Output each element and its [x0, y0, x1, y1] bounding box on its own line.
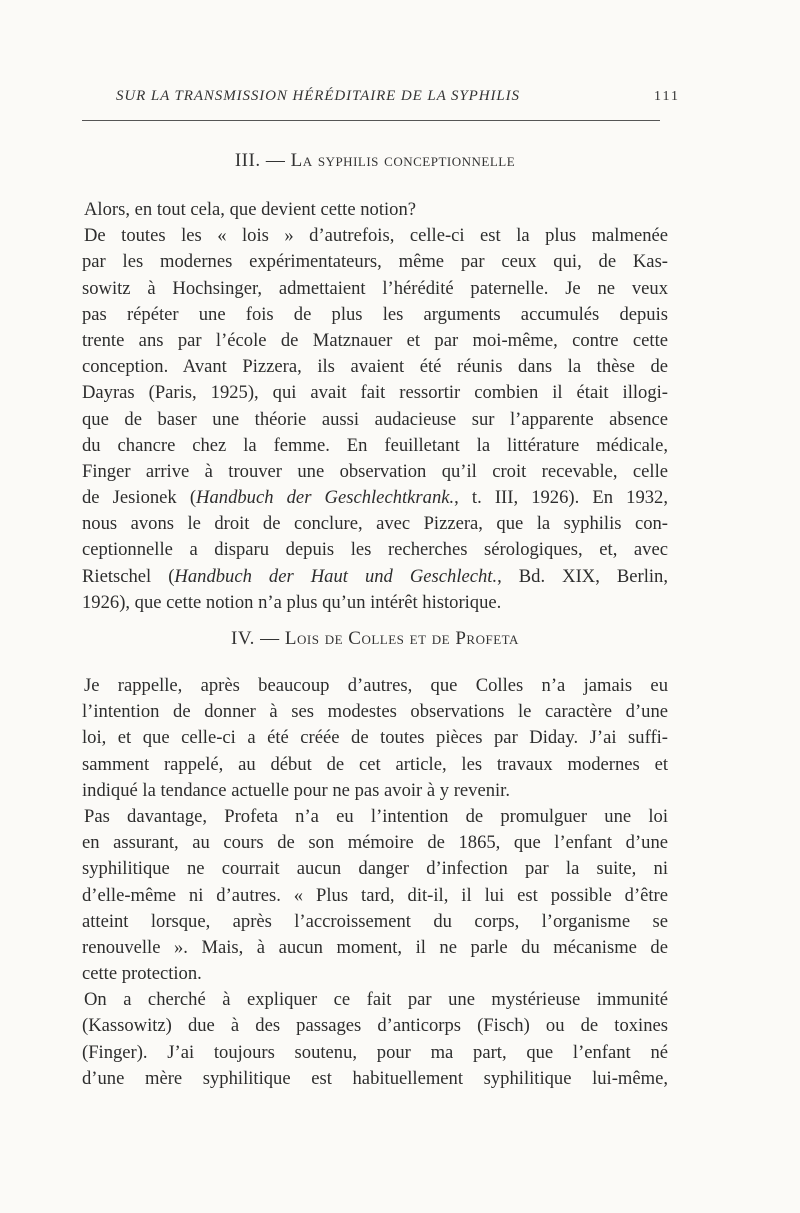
- paragraph-line: De toutes les « lois » d’autrefois, celle-ci est la plus malmenée: [84, 225, 668, 247]
- line-text: , t. III, 1926). En 1932,: [454, 487, 668, 509]
- paragraph-line: syphilitique ne courrait aucun danger d’infection par la suite, ni: [82, 858, 668, 880]
- paragraph-line: ceptionnelle a disparu depuis les recherches sérologiques, et, avec: [82, 539, 668, 561]
- paragraph-line: Dayras (Paris, 1925), qui avait fait ressortir combien il était illogi-: [82, 382, 668, 404]
- paragraph-line: par les modernes expérimentateurs, même par ceux qui, de Kas-: [82, 251, 668, 273]
- line-text: Rietschel (: [82, 565, 175, 587]
- paragraph-line: pas répéter une fois de plus les arguments accumulés depuis: [82, 303, 668, 325]
- section-title-iv: IV. — Lois de Colles et de Profeta: [231, 628, 519, 649]
- line-text: , Bd. XIX, Berlin,: [497, 565, 669, 587]
- paragraph-line: que de baser une théorie aussi audacieuse sur l’apparente absence: [82, 408, 668, 430]
- paragraph-line: Alors, en tout cela, que devient cette notion?: [84, 199, 416, 220]
- paragraph-line: cette protection.: [82, 963, 202, 985]
- paragraph-line: atteint lorsque, après l’accroissement du corps, l’organisme se: [82, 910, 668, 932]
- cited-work-title: Handbuch der Haut und Geschlecht.: [174, 565, 498, 587]
- paragraph-line: sowitz à Hochsinger, admettaient l’hérédité paternelle. Je ne veux: [82, 277, 668, 299]
- paragraph-line: trente ans par l’école de Matznauer et par moi-même, contre cette: [82, 329, 668, 351]
- paragraph-line: conception. Avant Pizzera, ils avaient été réunis dans la thèse de: [82, 356, 668, 378]
- paragraph-line: nous avons le droit de conclure, avec Pizzera, que la syphilis con-: [82, 513, 668, 535]
- paragraph-line: l’intention de donner à ses modestes observations le caractère d’une: [82, 701, 668, 723]
- running-head: [116, 88, 680, 105]
- page-number: 111: [654, 89, 680, 104]
- line-text: de Jesionek (: [82, 487, 197, 509]
- paragraph-line: indiqué la tendance actuelle pour ne pas avoir à y revenir.: [82, 779, 510, 801]
- paragraph-line: d’une mère syphilitique est habituellement syphilitique lui-même,: [82, 1067, 668, 1089]
- paragraph-line: loi, et que celle-ci a été créée de toutes pièces par Diday. J’ai suffi-: [82, 727, 668, 749]
- paragraph-line: Je rappelle, après beaucoup d’autres, que Colles n’a jamais eu: [84, 675, 668, 696]
- paragraph-line: samment rappelé, au début de cet article, les travaux modernes et: [82, 753, 668, 775]
- book-page: [82, 0, 680, 1213]
- section-iii-text: [82, 197, 668, 616]
- cited-work-title: Handbuch der Geschlechtkrank.: [196, 487, 455, 509]
- paragraph-line: Pas davantage, Profeta n’a eu l’intention de promulguer une loi: [84, 805, 668, 827]
- header-rule: [82, 120, 660, 121]
- paragraph-line: (Finger). J’ai toujours soutenu, pour ma part, que l’enfant né: [82, 1041, 668, 1063]
- paragraph-line: d’elle-même ni d’autres. « Plus tard, dit-il, il lui est possible d’être: [82, 884, 668, 906]
- paragraph-line: [82, 564, 668, 590]
- section-iv-text: [82, 673, 668, 1092]
- paragraph-line: On a cherché à expliquer ce fait par une mystérieuse immunité: [84, 989, 668, 1011]
- paragraph-line: renouvelle ». Mais, à aucun moment, il ne parle du mécanisme de: [82, 936, 668, 958]
- paragraph-line: [82, 485, 668, 511]
- running-title: SUR LA TRANSMISSION HÉRÉDITAIRE DE LA SYPHILIS: [116, 88, 520, 104]
- paragraph-line: Finger arrive à trouver une observation qu’il croit recevable, celle: [82, 460, 668, 482]
- paragraph-line: du chancre chez la femme. En feuilletant la littérature médicale,: [82, 434, 668, 456]
- section-title-iii: III. — La syphilis conceptionnelle: [234, 150, 516, 171]
- paragraph-line: (Kassowitz) due à des passages d’anticorps (Fisch) ou de toxines: [82, 1015, 668, 1037]
- paragraph-line: 1926), que cette notion n’a plus qu’un intérêt historique.: [82, 591, 502, 613]
- paragraph-line: en assurant, au cours de son mémoire de 1865, que l’enfant d’une: [82, 832, 668, 854]
